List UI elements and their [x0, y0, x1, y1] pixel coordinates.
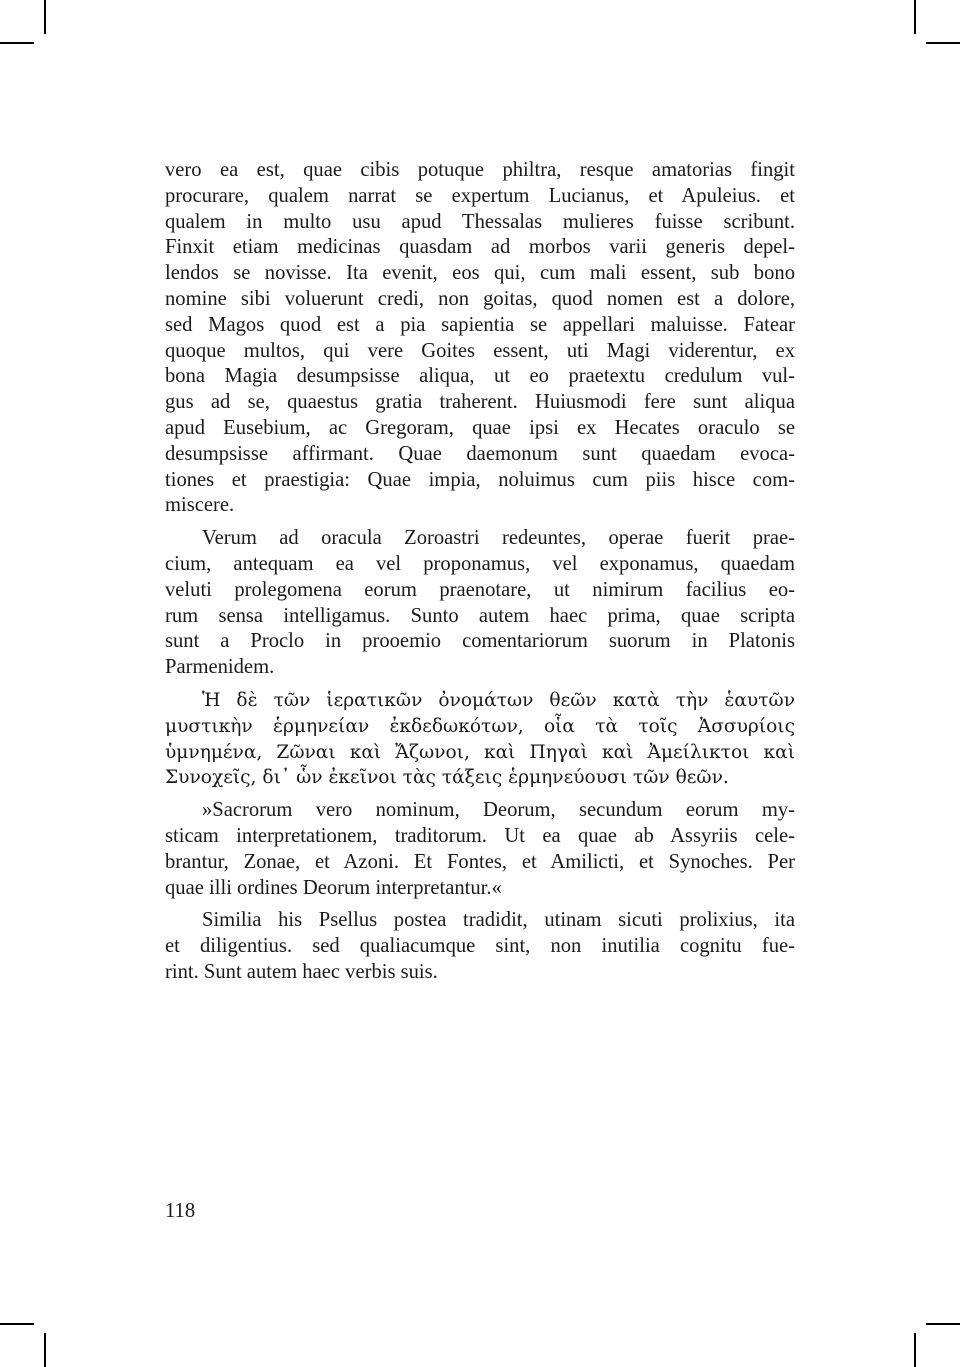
text-line: bona Magia desumpsisse aliqua, ut eo praetextu credulum vul-	[165, 365, 795, 388]
text-line: vero ea est, quae cibis potuque philtra, resque amatorias fingit	[165, 159, 795, 181]
crop-mark-top-right-horizontal	[926, 42, 960, 44]
crop-mark-top-left-vertical	[44, 0, 46, 34]
text-line: nomine sibi voluerunt credi, non goitas, quod nomen est a dolore,	[165, 287, 795, 310]
text-line: cium, antequam ea vel proponamus, vel exponamus, quaedam	[165, 552, 795, 575]
paragraph-oracula-zoroastri	[165, 526, 795, 681]
crop-mark-bottom-left-horizontal	[0, 1323, 34, 1325]
crop-mark-top-right-vertical	[914, 0, 916, 34]
text-line: rum sensa intelligamus. Sunto autem haec prima, quae scripta	[165, 604, 795, 627]
text-line: »Sacrorum vero nominum, Deorum, secundum eorum my-	[202, 799, 795, 822]
text-line: quoque multos, qui vere Goites essent, uti Magi viderentur, ex	[165, 339, 795, 362]
text-line: brantur, Zonae, et Azoni. Et Fontes, et Amilicti, et Synoches. Per	[165, 850, 795, 873]
text-line: sticam interpretationem, traditorum. Ut ea quae ab Assyriis cele-	[165, 824, 795, 847]
body-text	[165, 158, 795, 986]
paragraph-psellus	[165, 908, 795, 985]
text-line: miscere.	[165, 494, 235, 517]
crop-mark-bottom-left-vertical	[44, 1333, 46, 1367]
text-line: et diligentius. sed qualiacumque sint, non inutilia cognitu fue-	[165, 935, 795, 958]
text-line: sed Magos quod est a pia sapientia se appellari maluisse. Fatear	[165, 313, 795, 336]
text-line: gus ad se, quaestus gratia traherent. Huiusmodi fere sunt aliqua	[165, 391, 795, 414]
text-line: Συνοχεῖς, δι᾽ ὧν ἐκεῖνοι τὰς τάξεις ἑρμηνεύουσι τῶν θεῶν.	[165, 767, 729, 789]
text-line: ὑμνημένα, Ζῶναι καὶ Ἄζωνοι, καὶ Πηγαὶ καὶ Ἀμείλικτοι καὶ	[165, 741, 795, 763]
text-line: sunt a Proclo in prooemio comentariorum suorum in Platonis	[165, 630, 795, 653]
paragraph-latin-translation	[165, 798, 795, 901]
text-line: lendos se novisse. Ita evenit, eos qui, cum mali essent, sub bono	[165, 262, 795, 285]
text-line: Ἡ δὲ τῶν ἱερατικῶν ὀνομάτων θεῶν κατὰ τὴν ἑαυτῶν	[202, 689, 795, 711]
text-line: Verum ad oracula Zoroastri redeuntes, operae fuerit prae-	[202, 527, 795, 550]
text-line: tiones et praestigia: Quae impia, noluimus cum piis hisce com-	[165, 468, 795, 491]
text-line: rint. Sunt autem haec verbis suis.	[165, 960, 438, 983]
text-line: veluti prolegomena eorum praenotare, ut nimirum facilius eo-	[165, 578, 795, 601]
text-line: Similia his Psellus postea tradidit, utinam sicuti prolixius, ita	[202, 909, 795, 932]
text-line: desumpsisse affirmant. Quae daemonum sunt quaedam evoca-	[165, 442, 795, 465]
paragraph-magia-goetia	[165, 158, 795, 519]
text-line: qualem in multo usu apud Thessalas mulieres fuisse scribunt.	[165, 210, 795, 233]
text-line: Finxit etiam medicinas quasdam ad morbos varii generis depel-	[165, 236, 795, 259]
crop-mark-top-left-horizontal	[0, 42, 34, 44]
page-number: 118	[165, 1200, 196, 1222]
paragraph-greek-proclus-quote	[165, 688, 795, 791]
text-line: apud Eusebium, ac Gregoram, quae ipsi ex Hecates oraculo se	[165, 416, 795, 439]
crop-mark-bottom-right-vertical	[914, 1333, 916, 1367]
text-line: μυστικὴν ἑρμηνείαν ἐκδεδωκότων, οἷα τὰ τοῖς Ἀσσυρίοις	[165, 715, 795, 737]
text-line: Parmenidem.	[165, 656, 275, 679]
text-line: procurare, qualem narrat se expertum Lucianus, et Apuleius. et	[165, 184, 795, 207]
text-line: quae illi ordines Deorum interpretantur.«	[165, 876, 502, 899]
crop-mark-bottom-right-horizontal	[926, 1323, 960, 1325]
